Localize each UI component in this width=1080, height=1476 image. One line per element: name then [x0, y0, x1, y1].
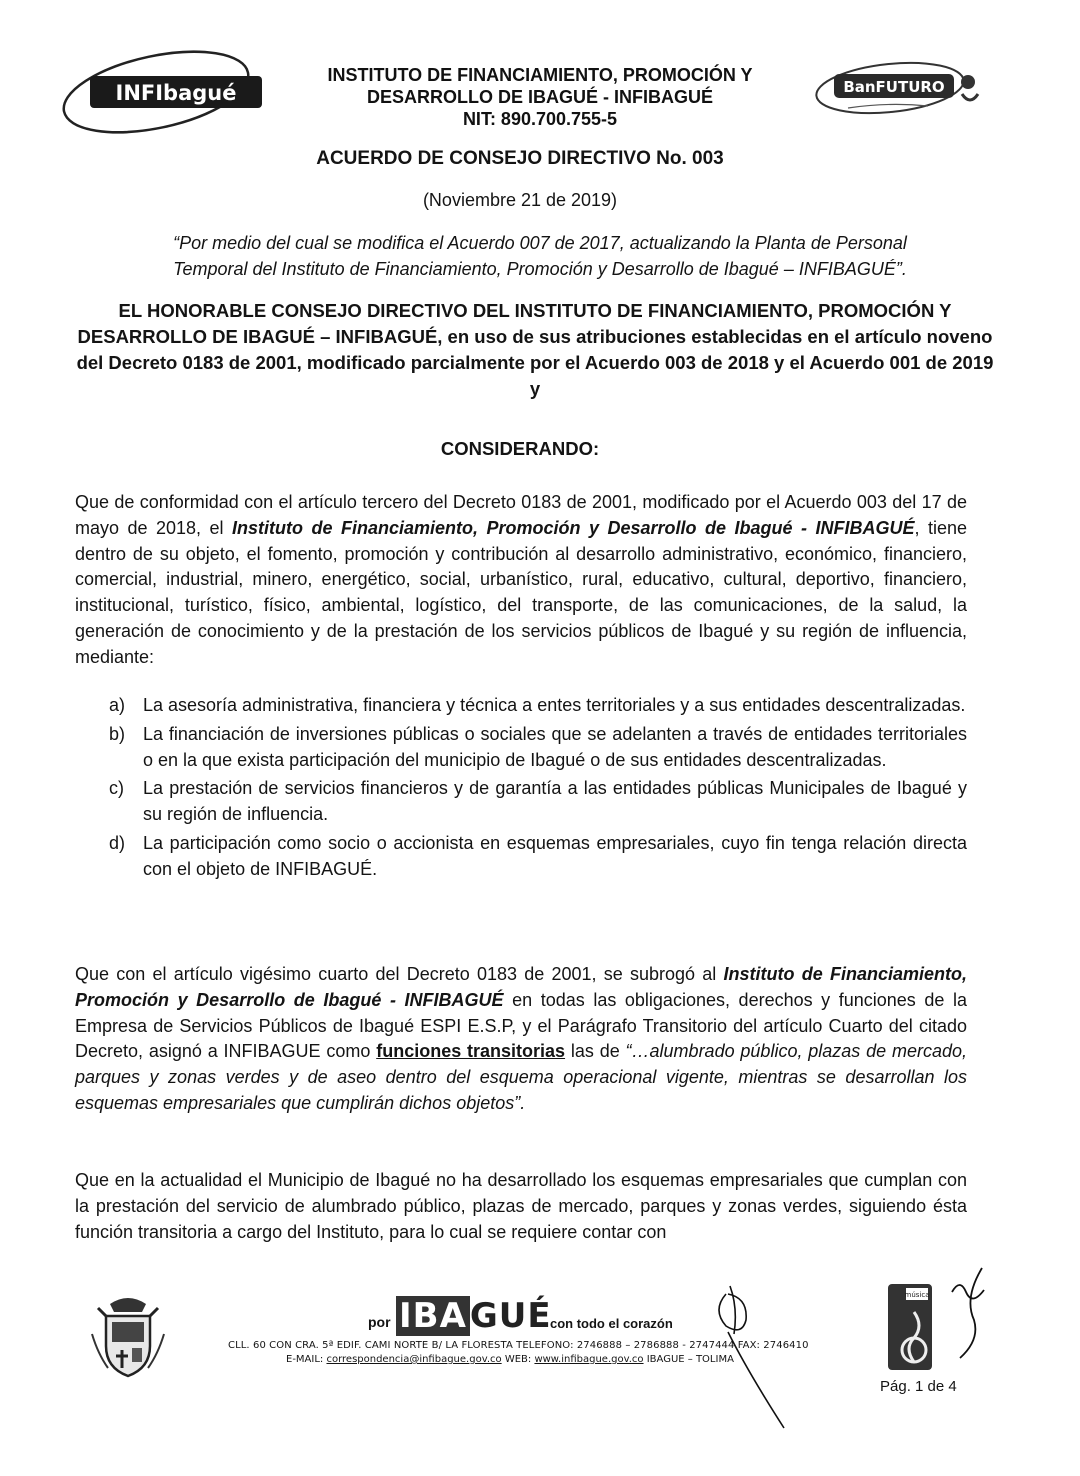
brand-name: [396, 1296, 552, 1336]
list-item: [75, 831, 967, 883]
header-institute-line2: DESARROLLO DE IBAGUÉ - INFIBAGUÉ: [366, 87, 713, 107]
paragraph-2-transitional-functions: funciones transitorias: [376, 1041, 566, 1062]
document-purpose: [80, 230, 1000, 282]
header-institute-line1: INSTITUTO DE FINANCIAMIENTO, PROMOCIÓN Y: [327, 65, 753, 85]
council-statement: EL HONORABLE CONSEJO DIRECTIVO DEL INSTITUTO DE FINANCIAMIENTO, PROMOCIÓN Y DESARROLLO DE IBAGUÉ – INFIBAGUÉ, en uso de sus atribuciones establecidas en el artículo noveno del Decreto 0183 de 2001, modificado parcialmente por el Acuerdo 003 de 2018 y el Acuerdo 001 de 2019 y: [76, 300, 994, 399]
list-item-marker: b): [109, 723, 126, 744]
paragraph-2-institute-name: Instituto de Financiamiento, Promoción y Desarrollo de Ibagué - INFIBAGUÉ: [75, 964, 967, 1010]
paragraph-1: [75, 490, 967, 671]
page-number: Pág. 1 de 4: [880, 1378, 957, 1395]
list-item: [75, 722, 967, 774]
signature-mark: [700, 1282, 810, 1442]
initials-mark: [942, 1262, 992, 1362]
brand-por: por: [368, 1314, 391, 1330]
ibague-crest-icon: [88, 1294, 168, 1380]
por-ibague-brand: [368, 1296, 688, 1336]
banfuturo-logo-text: BanFUTURO: [843, 78, 945, 96]
infibague-logo: [56, 42, 264, 134]
list-item-text: La participación como socio o accionista en esquemas empresariales, cuyo fin tenga relación directa con el objeto de INFIBAGUÉ.: [143, 832, 967, 879]
list-item-text: La financiación de inversiones públicas o sociales que se adelanten a través de entidades territoriales o en la que exista participación del municipio de Ibagué o de sus entidades descentralizadas.: [143, 723, 967, 770]
footer-email-link[interactable]: correspondencia@infibague.gov.co: [326, 1354, 502, 1365]
music-logo-text: música: [904, 1291, 930, 1299]
footer-email-label: E-MAIL:: [286, 1354, 327, 1365]
paragraph-2-text-a: Que con el artículo vigésimo cuarto del Decreto 0183 de 2001, se subrogó al: [75, 964, 724, 984]
paragraph-3: Que en la actualidad el Municipio de Ibagué no ha desarrollado los esquemas empresariales que cumplan con la prestación del servicio de alumbrado público, plazas de mercado, parques y zonas verdes, siguiendo ésta función transitoria a cargo del Instituto, para lo cual se requiere contar con: [75, 1170, 967, 1242]
document-date: (Noviembre 21 de 2019): [422, 190, 618, 210]
brand-name-a: IBA: [396, 1296, 470, 1336]
document-title: ACUERDO DE CONSEJO DIRECTIVO No. 003: [316, 148, 724, 169]
footer-address: CLL. 60 CON CRA. 5ª EDIF. CAMI NORTE B/ LA FLORESTA TELEFONO: 2746888 – 2786888 - 2747444 FAX: 2746410: [228, 1340, 809, 1351]
considerando-heading: CONSIDERANDO:: [440, 438, 600, 459]
ibague-capital-musical-logo: [886, 1282, 934, 1372]
list-item-text: La asesoría administrativa, financiera y técnica a entes territoriales y a sus entidades descentralizadas.: [143, 695, 966, 715]
footer-web-label: WEB:: [501, 1354, 535, 1365]
paragraph-1-text-a: Que de conformidad con el artículo tercero del Decreto 0183 de 2001, modificado por el Acuerdo 003 del 17 de mayo de 2018, el: [75, 492, 967, 538]
footer-web-link[interactable]: www.infibague.gov.co: [534, 1354, 644, 1365]
paragraph-1-text-c: , tiene dentro de su objeto, el fomento, promoción y contribución al desarrollo administrativo, económico, financiero, comercial, industrial, minero, energético, social, urbanístico, rural, educativo, cultural, deportivo, financiero, institucional, turístico, físico, ambiental, logístico, del transporte, de las comunicaciones, de la salud, la generación de conocimiento y de la prestación de los servicios públicos de Ibagué y su región de influencia, mediante:: [75, 517, 967, 667]
paragraph-2-quote: “…alumbrado público, plazas de mercado, parques y zonas verdes y de aseo dentro del esquema operacional vigente, mientras se desarrollan los esquemas empresariales que cumplirán dichos objetos”.: [75, 1041, 967, 1113]
banfuturo-logo: [808, 58, 986, 122]
footer-city: IBAGUE – TOLIMA: [643, 1354, 734, 1365]
purpose-line-1: “Por medio del cual se modifica el Acuerdo 007 de 2017, actualizando la Planta de Personal: [173, 233, 907, 253]
list-item: [75, 693, 967, 719]
paragraph-1-institute-name: Instituto de Financiamiento, Promoción y Desarrollo de Ibagué - INFIBAGUÉ: [232, 517, 915, 538]
paragraph-2-text-c: en todas las obligaciones, derechos y funciones de la Empresa de Servicios Públicos de Ibagué ESPI E.S.P, y el Parágrafo Transitorio del artículo Cuarto del citado Decreto, asignó a INFIBAGUE como: [75, 989, 967, 1062]
brand-tagline: con todo el corazón: [550, 1316, 673, 1331]
paragraph-2-text-e: las de: [565, 1041, 626, 1062]
objectives-list: [75, 693, 967, 886]
header-nit: NIT: 890.700.755-5: [462, 109, 618, 129]
list-item-marker: d): [109, 832, 126, 853]
purpose-line-2: Temporal del Instituto de Financiamiento, Promoción y Desarrollo de Ibagué – INFIBAGUÉ”.: [173, 259, 907, 279]
list-item-marker: a): [109, 695, 126, 715]
list-item: [75, 776, 967, 828]
list-item-text: La prestación de servicios financieros y de garantía a las entidades públicas Municipales de Ibagué y su región de influencia.: [143, 778, 967, 825]
infibague-logo-text: INFIbagué: [115, 81, 237, 105]
brand-name-b: GUÉ: [469, 1296, 552, 1336]
list-item-marker: c): [109, 778, 124, 799]
paragraph-2: [75, 962, 967, 1117]
